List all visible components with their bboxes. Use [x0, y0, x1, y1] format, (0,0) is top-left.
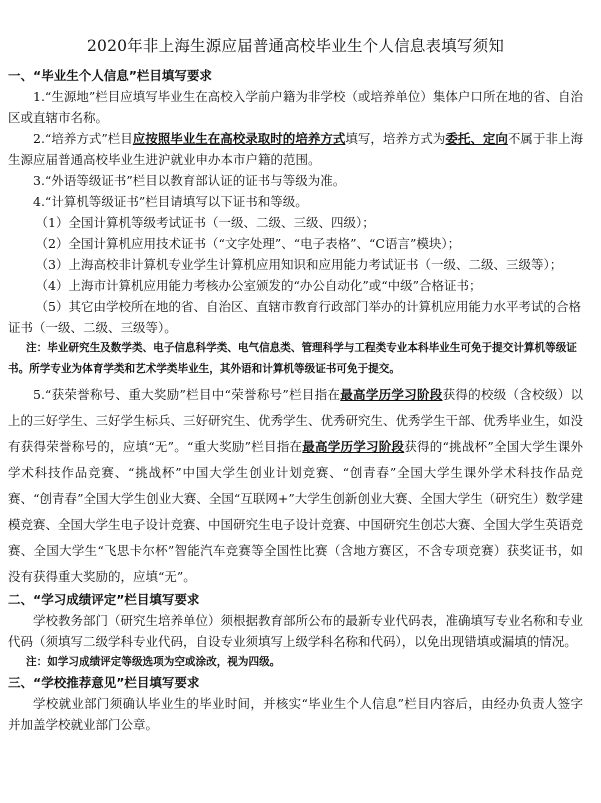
s1-paragraph-5	[8, 382, 583, 590]
s1-p5-text-a: 5.“获荣誉称号、重大奖励”栏目中“荣誉称号”栏目指在	[33, 387, 341, 402]
s1-p2-underline-2: 委托、定向	[445, 131, 508, 146]
s1-paragraph-2	[8, 128, 583, 170]
s1-list-item-4: （4）上海市计算机应用能力考核办公室颁发的“办公自动化”或“中级”合格证书；	[35, 278, 482, 293]
document-title: 2020年非上海生源应届普通高校毕业生个人信息表填写须知	[86, 37, 505, 55]
section-3-heading: 三、“学校推荐意见”栏目填写要求	[8, 675, 200, 690]
s1-p5-text-c: 获得的“挑战杯”全国大学生课外学术科技作品竞赛、“挑战杯”中国大学生创业计划竞赛、“创青春”全国大学生课外学术科技作品竞赛、“创青春”全国大学生创业大赛、全国“互联网+”大学生创新创业大赛、全国大学生（研究生）数学建模竞赛、全国大学生电子设计竞赛、中国研究生电子设计竞赛、中国研究生创芯大赛、全国大学生英语竞赛、全国大学生“飞思卡尔杯”智能汽车竞赛等全国性比赛（含地方赛区，不含专项竞赛）获奖证书，如没有获得重大奖励的，应填“无”。	[8, 439, 584, 584]
s1-list-item-5: （5）其它由学校所在地的省、自治区、直辖市教育行政部门举办的计算机应用能力水平考试的合格证书（一级、二级、三级等）。	[8, 299, 581, 335]
s1-list-item-2: （2）全国计算机应用技术证书（“文字处理”、“电子表格”、“C语言”模块）；	[35, 236, 461, 251]
s1-list-item-1: （1）全国计算机等级考试证书（一级、二级、三级、四级）；	[35, 215, 375, 230]
s1-p5-text-b: 获得的校级（含校级）以上的三好学生、三好学生标兵、三好研究生、优秀学生、优秀研究生、优秀学生干部、优秀毕业生，如没有获得荣誉称号的，应填“无”。“重大奖励”栏目指在	[8, 387, 584, 454]
s1-list-item-3: （3）上海高校非计算机专业学生计算机应用知识和应用能力考试证书（一级、二级、三级等）；	[35, 257, 563, 272]
s1-p5-underline-1: 最高学历学习阶段	[340, 387, 443, 402]
s1-p2-underline-1: 应按照毕业生在高校录取时的培养方式	[132, 131, 346, 146]
section-2-heading: 二、“学习成绩评定”栏目填写要求	[8, 592, 200, 607]
s1-paragraph-3: 3.“外语等级证书”栏目以教育部认证的证书与等级为准。	[33, 173, 346, 188]
s1-paragraph-1: 1.“生源地”栏目应填写毕业生在高校入学前户籍为非学校（或培养单位）集体户口所在地的省、自治区或直辖市名称。	[8, 89, 583, 125]
s2-note: 注：如学习成绩评定等级选项为空或涂改，视为四级。	[26, 656, 281, 668]
s1-p5-underline-2: 最高学历学习阶段	[302, 439, 405, 454]
s2-paragraph-1: 学校教务部门（研究生培养单位）须根据教育部所公布的最新专业代码表，准确填写专业名称和专业代码（须填写二级学科专业代码，自设专业须填写上级学科名称和代码），以免出现错填或漏填的情况。	[8, 613, 584, 649]
section-1-heading: 一、“毕业生个人信息”栏目填写要求	[8, 68, 212, 83]
s1-note: 注：毕业研究生及数学类、电子信息科学类、电气信息类、管理科学与工程类专业本科毕业生可免于提交计算机等级证书。所学专业为体育学类和艺术学类毕业生，其外语和计算机等级证书可免于提交。	[8, 342, 577, 375]
s1-paragraph-4: 4.“计算机等级证书”栏目请填写以下证书和等级。	[33, 194, 308, 209]
s1-p2-text-a: 2.“培养方式”栏目	[33, 131, 133, 146]
s1-p2-text-c: 不属于非上海生源应届普通高校毕业生进沪就业申办本市户籍的范围。	[8, 131, 583, 167]
s3-paragraph-1: 学校就业部门须确认毕业生的毕业时间，并核实“毕业生个人信息”栏目内容后，由经办负责人签字并加盖学校就业部门公章。	[8, 696, 583, 732]
s1-p2-text-b: 填写，培养方式为	[345, 131, 446, 146]
